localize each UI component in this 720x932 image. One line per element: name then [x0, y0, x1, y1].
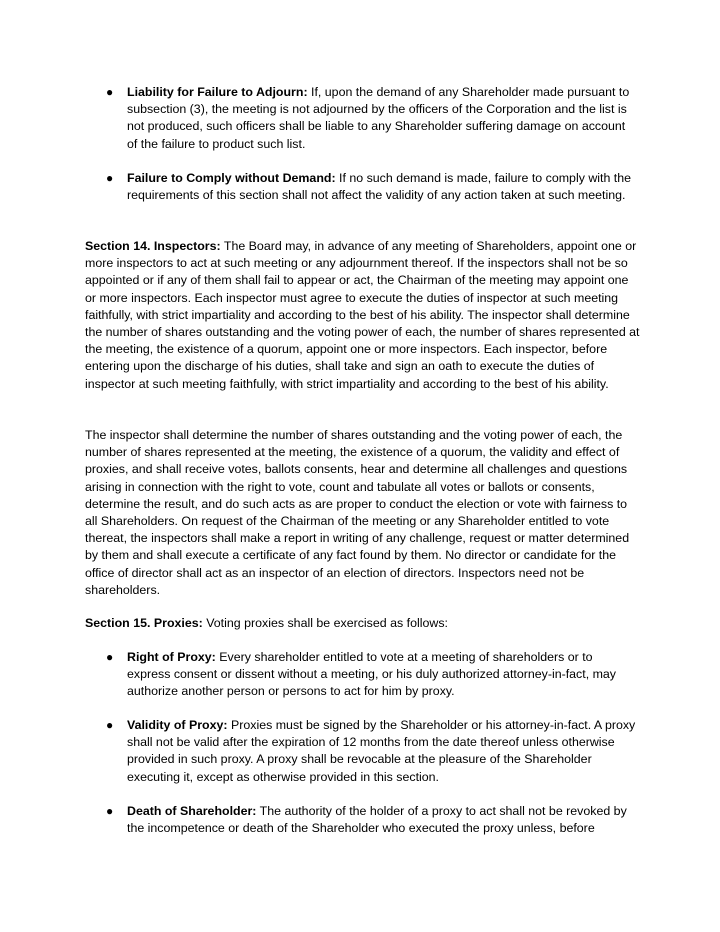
section-15-heading: Section 15. Proxies: — [85, 616, 203, 630]
bullet-text: If, upon the demand of any Shareholder made pursuant to subsection (3), the meeting is not adjourned by the officers of the Corporation and the list is not produced, such officers shall be liable to any Shareholder suffering damage on account of the failure to product such list. — [127, 85, 630, 151]
bullet-right-of-proxy — [106, 649, 637, 701]
bullet-validity-of-proxy — [106, 717, 637, 786]
section-14-text: The Board may, in advance of any meeting of Shareholders, appoint one or more inspectors to act at such meeting or any adjournment thereof. If the inspectors shall not be so appointed or if any of them shall fail to appear or act, the Chairman of the meeting may appoint one or more inspectors. Each inspector must agree to execute the duties of inspector at such meeting faithfully, with strict impartiality and according to the best of his ability. The inspector shall determine the number of shares outstanding and the voting power of each, the number of shares represented at the meeting, the existence of a quorum, appoint one or more inspectors. Each inspector, before entering upon the discharge of his duties, shall take and sign an oath to execute the duties of inspector at such meeting faithfully, with strict impartiality and according to the best of his ability. — [85, 239, 640, 391]
bullet-death-of-shareholder — [106, 803, 637, 837]
section-14-text-2: The inspector shall determine the number of shares outstanding and the voting power of each, the number of shares represented at the meeting, the existence of a quorum, the validity and effect of proxies, and shall receive votes, ballots consents, hear and determine all challenges and questions arising in connection with the right to vote, count and tabulate all votes or ballots or consents, determine the result, and do such acts as are proper to conduct the election or vote with fairness to all Shareholders. On request of the Chairman of the meeting or any Shareholder entitled to vote thereat, the inspectors shall make a report in writing of any challenge, request or matter determined by them and shall execute a certificate of any fact found by them. No director or candidate for the office of director shall act as an inspector of an election of directors. Inspectors need not be shareholders. — [85, 428, 630, 597]
bullet-text: Proxies must be signed by the Shareholder or his attorney-in-fact. A proxy shall not be valid after the expiration of 12 months from the date thereof unless otherwise provided in such proxy. A proxy shall be revocable at the pleasure of the Shareholder executing it, except as otherwise provided in this section. — [127, 718, 636, 784]
bullet-liability-for-failure-to-adjourn — [106, 84, 637, 153]
bullet-title: Liability for Failure to Adjourn: — [127, 85, 308, 99]
bullet-icon: ● — [106, 85, 114, 99]
section-15-intro: Voting proxies shall be exercised as follows: — [202, 616, 448, 630]
bullet-text: If no such demand is made, failure to comply with the requirements of this section shall not affect the validity of any action taken at such meeting. — [127, 171, 632, 203]
section-14-paragraph-2 — [85, 427, 641, 599]
bullet-title: Failure to Comply without Demand: — [127, 171, 336, 185]
bullet-icon: ● — [106, 718, 114, 732]
bullet-text: Every shareholder entitled to vote at a meeting of shareholders or to express consent or dissent without a meeting, or his duly authorized attorney-in-fact, may authorize another person or persons to act for him by proxy. — [127, 650, 616, 699]
bullet-text: The authority of the holder of a proxy to act shall not be revoked by the incompetence or death of the Shareholder who executed the proxy unless, before — [127, 804, 627, 836]
bullet-title: Right of Proxy: — [127, 650, 216, 664]
bullet-icon: ● — [106, 804, 114, 818]
bullet-icon: ● — [106, 650, 114, 664]
bullet-icon: ● — [106, 171, 114, 185]
bullet-title: Validity of Proxy: — [127, 718, 228, 732]
section-14-paragraph-1 — [85, 238, 641, 393]
section-14-heading: Section 14. Inspectors: — [85, 239, 221, 253]
bullet-title: Death of Shareholder: — [127, 804, 257, 818]
bullet-failure-to-comply — [106, 170, 637, 204]
section-15-paragraph — [85, 615, 641, 632]
